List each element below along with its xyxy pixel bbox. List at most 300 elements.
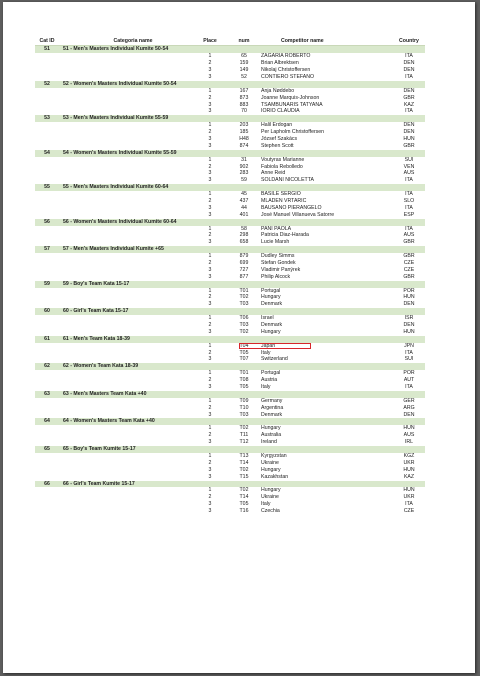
num-cell: 298	[239, 232, 249, 239]
competitor-cell: Anne Reid	[261, 170, 286, 177]
result-row	[35, 267, 425, 274]
place-cell: 1	[208, 156, 212, 163]
place-cell: 1	[208, 253, 212, 260]
competitor-cell: Italy	[261, 349, 271, 356]
country-cell: ITA	[405, 191, 413, 198]
category-name: 66 - Girl's Team Kumite 15-17	[63, 480, 135, 487]
num-cell: 283	[239, 170, 249, 177]
country-cell: POR	[403, 370, 415, 377]
result-row	[35, 205, 425, 212]
category-row	[35, 281, 425, 288]
result-row	[35, 474, 425, 481]
country-cell: AUT	[403, 377, 415, 384]
country-cell: KAZ	[403, 101, 415, 108]
num-cell: T02	[239, 328, 249, 335]
competitor-cell: Kazakhstan	[261, 473, 289, 480]
place-cell: 2	[208, 432, 212, 439]
country-cell: AUS	[403, 432, 415, 439]
result-row	[35, 370, 425, 377]
num-cell: 185	[239, 129, 249, 136]
num-cell: T03	[239, 322, 249, 329]
category-row	[35, 446, 425, 453]
place-cell: 1	[208, 122, 212, 129]
result-row	[35, 143, 425, 150]
result-row	[35, 501, 425, 508]
competitor-cell: TSAMBUNARIS TATYANA	[261, 101, 323, 108]
place-cell: 1	[208, 487, 212, 494]
result-row	[35, 322, 425, 329]
competitor-cell: Lucie Marsh	[261, 239, 290, 246]
place-cell: 3	[208, 177, 212, 184]
place-cell: 2	[208, 494, 212, 501]
competitor-cell: Hungary	[261, 466, 281, 473]
country-cell: ITA	[405, 225, 413, 232]
category-name: 62 - Women's Team Kata 18-39	[63, 363, 139, 370]
competitor-cell: IORIO CLAUDIA	[261, 108, 300, 115]
num-cell: T02	[239, 487, 249, 494]
country-cell: SLO	[403, 197, 415, 204]
country-cell: DEN	[403, 87, 415, 94]
place-cell: 1	[208, 370, 212, 377]
place-cell: 3	[208, 204, 212, 211]
competitor-cell: PANI PAOLA	[261, 225, 292, 232]
country-cell: VEN	[403, 163, 415, 170]
category-id: 53	[44, 115, 50, 122]
num-cell: T02	[239, 425, 249, 432]
result-row	[35, 88, 425, 95]
category-row	[35, 391, 425, 398]
place-cell: 2	[208, 129, 212, 136]
competitor-cell: Austria	[261, 377, 278, 384]
country-cell: ITA	[405, 384, 413, 391]
competitor-cell: Australia	[261, 432, 282, 439]
competitor-cell: Nikolaj Christoffersen	[261, 67, 311, 74]
num-cell: T16	[239, 508, 249, 515]
competitor-cell: Denmark	[261, 322, 283, 329]
competitor-cell: Germany	[261, 397, 283, 404]
num-cell: T03	[239, 411, 249, 418]
place-cell: 3	[208, 266, 212, 273]
category-name: 52 - Women's Masters Individual Kumite 50-54	[63, 80, 177, 87]
country-cell: HUN	[403, 294, 415, 301]
competitor-cell: Philip Alcock	[261, 273, 291, 280]
num-cell: T08	[239, 377, 249, 384]
competitor-cell: BASILE SERGIO	[261, 191, 301, 198]
country-cell: POR	[403, 287, 415, 294]
country-cell: DEN	[403, 301, 415, 308]
competitor-cell: Italy	[261, 501, 271, 508]
result-row	[35, 122, 425, 129]
result-row	[35, 384, 425, 391]
country-cell: ITA	[405, 349, 413, 356]
num-cell: T01	[239, 370, 249, 377]
place-cell: 2	[208, 322, 212, 329]
result-row	[35, 170, 425, 177]
num-cell: T09	[239, 397, 249, 404]
place-cell: 1	[208, 315, 212, 322]
result-row	[35, 164, 425, 171]
competitor-cell: Hungary	[261, 487, 281, 494]
place-cell: 1	[208, 397, 212, 404]
result-row	[35, 260, 425, 267]
place-cell: 3	[208, 473, 212, 480]
competitor-cell: Hungary	[261, 294, 281, 301]
country-cell: CZE	[403, 266, 415, 273]
competitor-cell: Kyrgyzstan	[261, 452, 287, 459]
category-name: 55 - Men's Masters Individual Kumite 60-64	[63, 184, 169, 191]
competitor-cell: Ireland	[261, 439, 277, 446]
country-cell: DEN	[403, 322, 415, 329]
competitor-cell: Portugal	[261, 287, 281, 294]
competitor-cell: Vladimir Panýrek	[261, 266, 301, 273]
result-row	[35, 191, 425, 198]
num-cell: 65	[241, 53, 247, 60]
place-cell: 3	[208, 439, 212, 446]
num-cell: 658	[239, 239, 249, 246]
country-cell: DEN	[403, 60, 415, 67]
header-place: Place	[203, 38, 217, 44]
place-cell: 3	[208, 101, 212, 108]
category-row	[35, 115, 425, 122]
num-cell: T03	[239, 301, 249, 308]
category-name: 64 - Women's Masters Team Kata +40	[63, 418, 155, 425]
category-row	[35, 184, 425, 191]
result-row	[35, 226, 425, 233]
num-cell: 727	[239, 266, 249, 273]
country-cell: GBR	[403, 142, 415, 149]
result-row	[35, 95, 425, 102]
country-cell: KAZ	[403, 473, 415, 480]
place-cell: 1	[208, 425, 212, 432]
result-row	[35, 232, 425, 239]
result-row	[35, 398, 425, 405]
country-cell: GBR	[403, 273, 415, 280]
category-id: 56	[44, 218, 50, 225]
document-page	[3, 2, 475, 673]
result-row	[35, 253, 425, 260]
num-cell: 879	[239, 253, 249, 260]
competitor-cell: Argentina	[261, 404, 284, 411]
num-cell: T13	[239, 452, 249, 459]
competitor-cell: BAUSANO PIERANGELO	[261, 204, 322, 211]
num-cell: 45	[241, 191, 247, 198]
results-table	[35, 38, 425, 515]
category-id: 51	[44, 46, 50, 53]
result-row	[35, 212, 425, 219]
category-name: 53 - Men's Masters Individual Kumite 55-59	[63, 115, 169, 122]
category-name: 61 - Men's Team Kata 18-39	[63, 335, 130, 342]
result-row	[35, 412, 425, 419]
num-cell: 70	[241, 108, 247, 115]
country-cell: AUS	[403, 232, 415, 239]
competitor-cell: MLADEN VRTARIĆ	[261, 197, 307, 204]
num-cell: T14	[239, 459, 249, 466]
competitor-cell: Denmark	[261, 301, 283, 308]
num-cell: 59	[241, 177, 247, 184]
place-cell: 2	[208, 197, 212, 204]
country-cell: GER	[403, 397, 415, 404]
num-cell: 699	[239, 260, 249, 266]
num-cell: T07	[239, 356, 249, 363]
competitor-cell: Štefan Gondek	[261, 260, 296, 266]
num-cell: 883	[239, 101, 249, 108]
competitor-cell: CONTIERO STEFANO	[261, 73, 315, 80]
place-cell: 3	[208, 328, 212, 335]
competitor-cell: József Szakács	[261, 135, 298, 142]
place-cell: 1	[208, 53, 212, 60]
country-cell: ITA	[405, 53, 413, 60]
place-cell: 3	[208, 508, 212, 515]
country-cell: ITA	[405, 73, 413, 80]
country-cell: JPN	[404, 342, 414, 349]
num-cell: T10	[239, 404, 249, 411]
country-cell: ESP	[403, 211, 415, 218]
country-cell: HUN	[403, 487, 415, 494]
place-cell: 1	[208, 452, 212, 459]
place-cell: 3	[208, 273, 212, 280]
result-row	[35, 108, 425, 115]
category-name: 51 - Men's Masters Individual Kumite 50-54	[63, 46, 169, 53]
category-id: 54	[44, 149, 50, 156]
country-cell: CZE	[403, 508, 415, 515]
num-cell: 52	[241, 73, 247, 80]
country-cell: ISR	[404, 315, 414, 322]
place-cell: 3	[208, 356, 212, 363]
place-cell: 3	[208, 67, 212, 74]
country-cell: UKR	[403, 459, 415, 466]
competitor-cell: Voutyras Marianne	[261, 156, 305, 163]
country-cell: ARG	[403, 404, 415, 411]
result-row	[35, 239, 425, 246]
country-cell: GBR	[403, 253, 415, 260]
place-cell: 2	[208, 163, 212, 170]
place-cell: 1	[208, 191, 212, 198]
country-cell: GBR	[403, 94, 415, 101]
result-row	[35, 343, 425, 350]
place-cell: 1	[208, 225, 212, 232]
category-row	[35, 81, 425, 88]
place-cell: 2	[208, 459, 212, 466]
result-row	[35, 74, 425, 81]
result-row	[35, 301, 425, 308]
category-row	[35, 336, 425, 343]
country-cell: HUN	[403, 466, 415, 473]
category-row	[35, 150, 425, 157]
competitor-cell: Portugal	[261, 370, 281, 377]
category-row	[35, 418, 425, 425]
competitor-cell: Denmark	[261, 411, 283, 418]
competitor-cell: Israel	[261, 315, 274, 322]
result-row	[35, 377, 425, 384]
header-cat-id: Cat ID	[39, 38, 55, 44]
category-row	[35, 308, 425, 315]
place-cell: 3	[208, 239, 212, 246]
category-name: 54 - Women's Masters Individual Kumite 55-59	[63, 149, 177, 156]
competitor-cell: Dudley Simms	[261, 253, 295, 260]
num-cell: T11	[239, 432, 249, 439]
result-row	[35, 102, 425, 109]
competitor-cell: ZAGARIA ROBERTO	[261, 53, 311, 60]
category-row	[35, 363, 425, 370]
result-row	[35, 439, 425, 446]
place-cell: 2	[208, 232, 212, 239]
place-cell: 3	[208, 142, 212, 149]
num-cell: 149	[239, 67, 249, 74]
num-cell: 873	[239, 94, 249, 101]
competitor-cell: José Manuel Villanueva Satorre	[261, 211, 335, 218]
competitor-cell: Hungary	[261, 425, 281, 432]
place-cell: 2	[208, 377, 212, 384]
place-cell: 2	[208, 404, 212, 411]
header-country: Country	[399, 38, 419, 44]
country-cell: SUI	[404, 356, 414, 363]
result-row	[35, 67, 425, 74]
place-cell: 3	[208, 211, 212, 218]
result-row	[35, 460, 425, 467]
result-row	[35, 177, 425, 184]
place-cell: 3	[208, 108, 212, 115]
category-row	[35, 219, 425, 226]
category-name: 57 - Men's Masters Individual Kumite +65	[63, 246, 164, 253]
result-row	[35, 329, 425, 336]
country-cell: DEN	[403, 411, 415, 418]
category-row	[35, 46, 425, 53]
header-categoria: Categoria name	[113, 38, 153, 44]
place-cell: 3	[208, 466, 212, 473]
num-cell: T05	[239, 501, 249, 508]
competitor-cell: Hungary	[261, 328, 281, 335]
category-row	[35, 481, 425, 488]
country-cell: DEN	[403, 122, 415, 129]
result-row	[35, 129, 425, 136]
num-cell: 58	[241, 225, 247, 232]
category-id: 55	[44, 184, 50, 191]
place-cell: 2	[208, 94, 212, 101]
result-row	[35, 467, 425, 474]
num-cell: T15	[239, 473, 249, 480]
num-cell: 874	[239, 142, 249, 149]
competitor-cell: Italy	[261, 384, 271, 391]
result-row	[35, 315, 425, 322]
num-cell: T06	[239, 315, 249, 322]
result-row	[35, 487, 425, 494]
place-cell: 3	[208, 73, 212, 80]
category-id: 57	[44, 246, 50, 253]
country-cell: ITA	[405, 108, 413, 115]
num-cell: 877	[239, 273, 249, 280]
category-id: 65	[44, 446, 50, 453]
num-cell: T04	[239, 342, 249, 349]
num-cell: 159	[239, 60, 249, 67]
country-cell: DEN	[403, 129, 415, 136]
country-cell: DEN	[403, 67, 415, 74]
competitor-cell: Czechia	[261, 508, 280, 515]
category-row	[35, 246, 425, 253]
num-cell: 167	[239, 87, 249, 94]
num-cell: 203	[239, 122, 249, 129]
num-cell: 44	[241, 204, 247, 211]
competitor-cell: Japan	[261, 342, 276, 349]
country-cell: SUI	[404, 156, 414, 163]
result-row	[35, 350, 425, 357]
competitor-cell: Ukraine	[261, 494, 279, 501]
result-row	[35, 508, 425, 515]
category-name: 63 - Men's Masters Team Kata +40	[63, 390, 147, 397]
num-cell: T05	[239, 384, 249, 391]
competitor-cell: Fabiola Rebolledo	[261, 163, 303, 170]
result-row	[35, 405, 425, 412]
place-cell: 1	[208, 87, 212, 94]
header-num: num	[238, 38, 250, 44]
result-row	[35, 294, 425, 301]
competitor-cell: Patricia Diaz-Harada	[261, 232, 309, 239]
competitor-cell: Halil Erdogan	[261, 122, 293, 129]
category-id: 66	[44, 480, 50, 487]
competitor-cell: Ukraine	[261, 459, 279, 466]
num-cell: 401	[239, 211, 249, 218]
place-cell: 3	[208, 135, 212, 142]
place-cell: 2	[208, 294, 212, 301]
country-cell: HUN	[403, 425, 415, 432]
num-cell: T01	[239, 287, 249, 294]
result-row	[35, 425, 425, 432]
country-cell: CZE	[403, 260, 415, 266]
country-cell: KGZ	[403, 452, 415, 459]
result-row	[35, 274, 425, 281]
competitor-cell: Joanne Marquis-Johnson	[261, 94, 320, 101]
table-header	[35, 38, 425, 46]
num-cell: 437	[239, 197, 249, 204]
result-row	[35, 356, 425, 363]
competitor-cell: Switzerland	[261, 356, 288, 363]
header-competitor: Competitor name	[281, 38, 324, 44]
result-row	[35, 288, 425, 295]
place-cell: 3	[208, 501, 212, 508]
country-cell: ITA	[405, 501, 413, 508]
country-cell: IRL	[404, 439, 414, 446]
category-id: 60	[44, 308, 50, 315]
result-row	[35, 494, 425, 501]
category-id: 63	[44, 390, 50, 397]
category-id: 52	[44, 80, 50, 87]
result-row	[35, 432, 425, 439]
competitor-cell: Anja Nøddebo	[261, 87, 295, 94]
place-cell: 2	[208, 349, 212, 356]
num-cell: H48	[239, 135, 249, 142]
country-cell: ITA	[405, 177, 413, 184]
place-cell: 1	[208, 287, 212, 294]
num-cell: T05	[239, 349, 249, 356]
country-cell: HUN	[403, 135, 415, 142]
category-id: 59	[44, 280, 50, 287]
place-cell: 3	[208, 170, 212, 177]
place-cell: 1	[208, 342, 212, 349]
category-name: 60 - Girl's Team Kata 15-17	[63, 308, 129, 315]
country-cell: ITA	[405, 204, 413, 211]
competitor-cell: Brian Albrektsen	[261, 60, 299, 67]
num-cell: T12	[239, 439, 249, 446]
place-cell: 3	[208, 301, 212, 308]
table-body	[35, 46, 425, 515]
category-name: 65 - Boy's Team Kumite 15-17	[63, 446, 136, 453]
num-cell: 31	[241, 156, 247, 163]
category-id: 61	[44, 335, 50, 342]
country-cell: GBR	[403, 239, 415, 246]
competitor-cell: Stephen Scott	[261, 142, 294, 149]
num-cell: 902	[239, 163, 249, 170]
result-row	[35, 157, 425, 164]
category-id: 62	[44, 363, 50, 370]
